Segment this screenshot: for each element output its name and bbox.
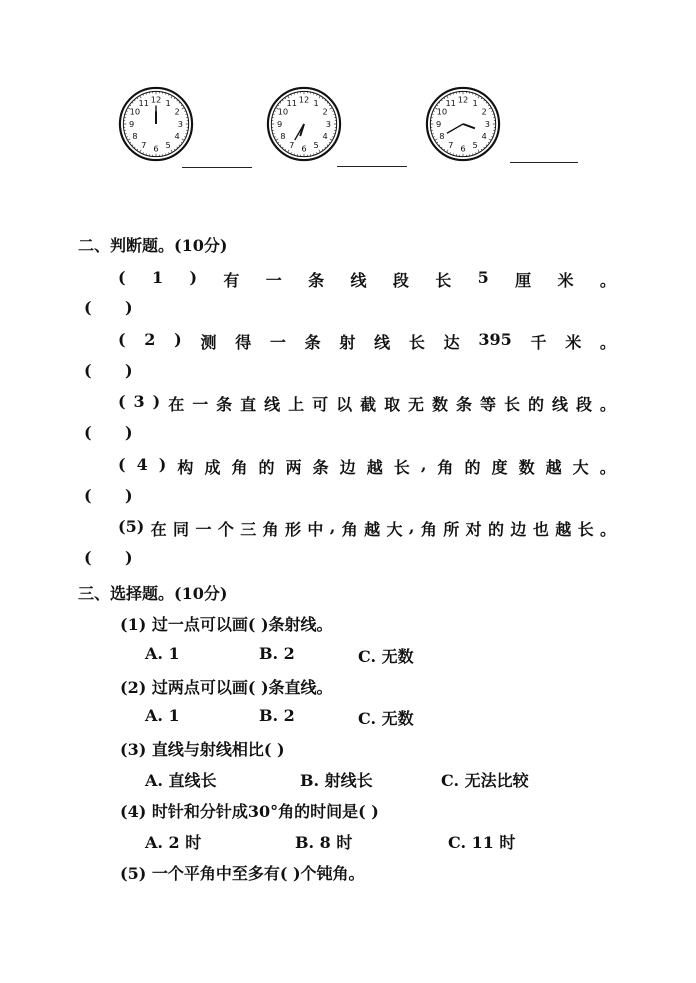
- option-3b[interactable]: B. 射线长: [300, 771, 373, 790]
- question-5: (5) 一个平角中至多有( )个钝角。: [120, 864, 365, 883]
- answer-blank-2[interactable]: [337, 166, 407, 167]
- clock-tick: [130, 142, 131, 143]
- clock-number: 11: [445, 97, 457, 108]
- clock-number: 11: [286, 97, 298, 108]
- option-1c[interactable]: C. 无数: [358, 647, 414, 666]
- statement-char: 越: [366, 458, 383, 477]
- statement-char: 角: [262, 520, 279, 539]
- clock-tick: [282, 100, 283, 101]
- option-2c[interactable]: C. 无数: [358, 709, 414, 728]
- clock-tick: [134, 147, 135, 148]
- clock-number: 1: [313, 97, 319, 108]
- judgment-statement-2: [118, 330, 616, 353]
- clock-tick: [322, 98, 323, 99]
- statement-char: 的: [527, 395, 544, 414]
- clock-number: 12: [150, 94, 162, 105]
- statement-char: (: [118, 330, 126, 349]
- clock-number: 9: [128, 118, 135, 129]
- statement-char: 长: [503, 395, 520, 414]
- clock-number: 4: [322, 131, 328, 142]
- clock-tick: [140, 150, 141, 153]
- clock-tick: [488, 142, 489, 143]
- clock-tick: [174, 149, 175, 150]
- statement-char: 上: [288, 395, 305, 414]
- statement-char: 在: [150, 520, 167, 539]
- clock-tick: [330, 139, 333, 140]
- statement-char: 一: [192, 395, 209, 414]
- clock-number: 2: [174, 106, 180, 117]
- statement-char: 直: [240, 395, 257, 414]
- clock-tick: [319, 150, 320, 153]
- statement-char: 的: [488, 520, 505, 539]
- statement-char: 线: [374, 333, 391, 352]
- statement-char: 数: [518, 458, 535, 477]
- statement-char: 角: [437, 458, 454, 477]
- statement-char: 大: [386, 520, 403, 539]
- statement-char: 达: [443, 333, 460, 352]
- statement-char: ): [189, 268, 198, 287]
- clock-tick: [444, 149, 445, 150]
- clock-tick: [181, 105, 182, 106]
- clock-tick: [171, 150, 172, 153]
- statement-char: 角: [231, 458, 248, 477]
- statement-char: ): [174, 330, 182, 349]
- clock-tick: [489, 108, 492, 109]
- clock-tick: [182, 139, 185, 140]
- clock-tick: [282, 147, 283, 148]
- clock-number: 8: [280, 131, 286, 142]
- clock-tick: [327, 145, 328, 146]
- clock-number: 8: [132, 131, 138, 142]
- statement-char: 长: [577, 520, 594, 539]
- clock-tick: [325, 147, 326, 148]
- question-1: (1) 过一点可以画( )条射线。: [120, 615, 333, 634]
- clock-tick: [478, 96, 479, 99]
- clock-2: [265, 85, 343, 163]
- clock-tick: [285, 149, 286, 150]
- statement-char: 以: [336, 395, 353, 414]
- judgment-answer-blank-4[interactable]: ( ): [84, 486, 133, 505]
- statement-char: 条: [304, 333, 321, 352]
- clock-number: 6: [153, 143, 159, 154]
- clock-tick: [329, 105, 330, 106]
- clock-number: 1: [472, 97, 478, 108]
- clock-tick: [439, 102, 440, 103]
- statement-char: 长: [393, 458, 410, 477]
- statement-char: 1: [151, 268, 164, 287]
- statement-char: 中: [307, 520, 324, 539]
- statement-char: 一: [269, 333, 286, 352]
- statement-char: 对: [465, 520, 482, 539]
- clock-tick: [437, 142, 438, 143]
- clock-number: 9: [276, 118, 283, 129]
- statement-char: 长: [408, 333, 425, 352]
- statement-char: 角: [341, 520, 358, 539]
- statement-char: ,: [408, 517, 415, 536]
- option-4c[interactable]: C. 11 时: [448, 833, 516, 852]
- judgment-statement-5: [118, 517, 616, 540]
- statement-char: 越: [555, 520, 572, 539]
- clock-tick: [280, 102, 281, 103]
- statement-char: ): [158, 455, 167, 474]
- clock-tick: [481, 149, 482, 150]
- option-3c[interactable]: C. 无法比较: [441, 771, 529, 790]
- judgment-statement-4: [118, 455, 616, 478]
- statement-char: 取: [384, 395, 401, 414]
- statement-char: ,: [329, 517, 336, 536]
- judgment-statement-1: [118, 268, 616, 291]
- question-2: (2) 过两点可以画( )条直线。: [120, 678, 333, 697]
- minute-hand: [295, 124, 304, 140]
- clock-tick: [484, 147, 485, 148]
- statement-char: 的: [258, 458, 275, 477]
- minute-hand: [447, 124, 463, 133]
- clock-tick: [177, 100, 178, 101]
- statement-char: 无: [408, 395, 425, 414]
- clock-tick: [322, 149, 323, 150]
- clock-tick: [486, 102, 487, 103]
- statement-char: 可: [312, 395, 329, 414]
- clock-number: 6: [301, 143, 307, 154]
- statement-char: 个: [217, 520, 234, 539]
- question-3: (3) 直线与射线相比( ): [120, 740, 285, 759]
- statement-char: 线: [264, 395, 281, 414]
- question-4: (4) 时针和分针成30°角的时间是( ): [120, 802, 379, 821]
- statement-char: 厘: [515, 271, 532, 290]
- clock-number: 5: [472, 140, 478, 151]
- clock-tick: [181, 142, 182, 143]
- clock-tick: [330, 108, 333, 109]
- statement-char: 段: [575, 395, 592, 414]
- statement-char: 。: [599, 395, 616, 414]
- clock-tick: [484, 100, 485, 101]
- clock-tick: [134, 100, 135, 101]
- option-4b[interactable]: B. 8 时: [295, 833, 353, 852]
- clock-tick: [177, 147, 178, 148]
- option-1b[interactable]: B. 2: [259, 644, 295, 663]
- answer-blank-3[interactable]: [510, 162, 578, 163]
- option-1a[interactable]: A. 1: [145, 644, 180, 663]
- clock-1: [117, 85, 195, 163]
- statement-char: (: [118, 392, 126, 411]
- clock-tick: [278, 105, 279, 106]
- statement-char: 线: [350, 271, 367, 290]
- statement-char: 条: [456, 395, 473, 414]
- statement-char: ): [152, 392, 161, 411]
- clock-tick: [171, 96, 172, 99]
- clock-tick: [128, 139, 131, 140]
- statement-char: 。: [599, 271, 616, 290]
- statement-char: 越: [364, 520, 381, 539]
- statement-char: ,: [420, 455, 427, 474]
- clock-number: 3: [325, 118, 332, 129]
- clock-tick: [489, 139, 492, 140]
- clock-tick: [276, 139, 279, 140]
- judgment-statement-3: [118, 392, 616, 415]
- clock-tick: [435, 139, 438, 140]
- clock-3: [424, 85, 502, 163]
- clock-tick: [488, 105, 489, 106]
- statement-char: 形: [285, 520, 302, 539]
- option-4a[interactable]: A. 2 时: [145, 833, 202, 852]
- answer-blank-1[interactable]: [182, 167, 252, 168]
- clock-number: 11: [138, 97, 150, 108]
- statement-char: 千: [530, 333, 547, 352]
- statement-char: 度: [491, 458, 508, 477]
- statement-char: 等: [480, 395, 497, 414]
- clock-tick: [130, 105, 131, 106]
- option-3a[interactable]: A. 直线长: [145, 771, 217, 790]
- judgment-answer-blank-3[interactable]: ( ): [84, 423, 133, 442]
- judgment-answer-blank-5[interactable]: ( ): [84, 548, 133, 567]
- statement-char: 条: [216, 395, 233, 414]
- clock-number: 7: [141, 140, 147, 151]
- statement-char: 。: [599, 520, 616, 539]
- statement-char: 2: [144, 330, 156, 349]
- statement-char: 米: [557, 271, 574, 290]
- statement-char: 越: [545, 458, 562, 477]
- statement-char: 同: [173, 520, 190, 539]
- statement-char: 所: [443, 520, 460, 539]
- clock-number: 4: [481, 131, 487, 142]
- clock-number: 12: [298, 94, 310, 105]
- clock-tick: [137, 149, 138, 150]
- clock-tick: [441, 100, 442, 101]
- statement-char: 米: [565, 333, 582, 352]
- clock-tick: [174, 98, 175, 99]
- statement-char: 也: [532, 520, 549, 539]
- clock-tick: [179, 145, 180, 146]
- statement-char: 成: [204, 458, 221, 477]
- statement-char: (: [118, 455, 126, 474]
- clock-number: 2: [481, 106, 487, 117]
- clock-number: 7: [448, 140, 454, 151]
- statement-char: 。: [599, 333, 616, 352]
- statement-char: 一: [265, 271, 282, 290]
- statement-char: 。: [599, 458, 616, 477]
- clock-number: 3: [177, 118, 184, 129]
- clock-tick: [478, 150, 479, 153]
- statement-char: 三: [240, 520, 257, 539]
- option-2b[interactable]: B. 2: [259, 706, 295, 725]
- statement-char: 边: [339, 458, 356, 477]
- clock-tick: [327, 102, 328, 103]
- statement-char: 条: [308, 271, 325, 290]
- clock-tick: [288, 150, 289, 153]
- hour-hand: [463, 124, 475, 128]
- statement-char: 线: [551, 395, 568, 414]
- clock-number: 9: [435, 118, 442, 129]
- clock-tick: [441, 147, 442, 148]
- clock-tick: [182, 108, 185, 109]
- clock-tick: [437, 105, 438, 106]
- section-heading-judgment: 二、判断题。(10分): [78, 236, 228, 255]
- statement-char: (: [118, 268, 126, 287]
- clock-number: 5: [165, 140, 171, 151]
- clock-number: 5: [313, 140, 319, 151]
- clock-number: 4: [174, 131, 180, 142]
- statement-char: 边: [510, 520, 527, 539]
- statement-char: 构: [177, 458, 194, 477]
- clock-number: 10: [436, 106, 448, 117]
- clock-tick: [447, 150, 448, 153]
- statement-char: 在: [168, 395, 185, 414]
- statement-char: 角: [420, 520, 437, 539]
- statement-char: 一: [195, 520, 212, 539]
- clock-number: 6: [460, 143, 466, 154]
- clock-number: 7: [289, 140, 295, 151]
- statement-char: 段: [392, 271, 409, 290]
- statement-char: 得: [235, 333, 252, 352]
- judgment-answer-blank-1[interactable]: ( ): [84, 298, 133, 317]
- statement-char: 有: [223, 271, 240, 290]
- clock-number: 2: [322, 106, 328, 117]
- statement-char: (5): [118, 517, 145, 536]
- clock-tick: [132, 145, 133, 146]
- statement-char: 大: [572, 458, 589, 477]
- statement-char: 的: [464, 458, 481, 477]
- clock-number: 10: [129, 106, 141, 117]
- clock-tick: [481, 98, 482, 99]
- statement-char: 3: [133, 392, 145, 411]
- clock-number: 10: [277, 106, 289, 117]
- clock-number: 8: [439, 131, 445, 142]
- clock-tick: [329, 142, 330, 143]
- statement-char: 截: [360, 395, 377, 414]
- clock-number: 1: [165, 97, 171, 108]
- statement-char: 两: [285, 458, 302, 477]
- clock-tick: [179, 102, 180, 103]
- statement-char: 数: [432, 395, 449, 414]
- section-heading-choice: 三、选择题。(10分): [78, 584, 228, 603]
- clock-tick: [486, 145, 487, 146]
- clock-tick: [325, 100, 326, 101]
- statement-char: 长: [435, 271, 452, 290]
- clock-tick: [319, 96, 320, 99]
- judgment-answer-blank-2[interactable]: ( ): [84, 361, 133, 380]
- statement-char: 射: [339, 333, 356, 352]
- statement-char: 395: [478, 330, 512, 349]
- clock-tick: [278, 142, 279, 143]
- statement-char: 5: [477, 268, 489, 287]
- statement-char: 测: [200, 333, 217, 352]
- clock-tick: [439, 145, 440, 146]
- option-2a[interactable]: A. 1: [145, 706, 180, 725]
- clock-number: 12: [457, 94, 469, 105]
- clock-number: 3: [484, 118, 491, 129]
- statement-char: 4: [136, 455, 148, 474]
- clock-tick: [132, 102, 133, 103]
- clock-tick: [280, 145, 281, 146]
- statement-char: 条: [312, 458, 329, 477]
